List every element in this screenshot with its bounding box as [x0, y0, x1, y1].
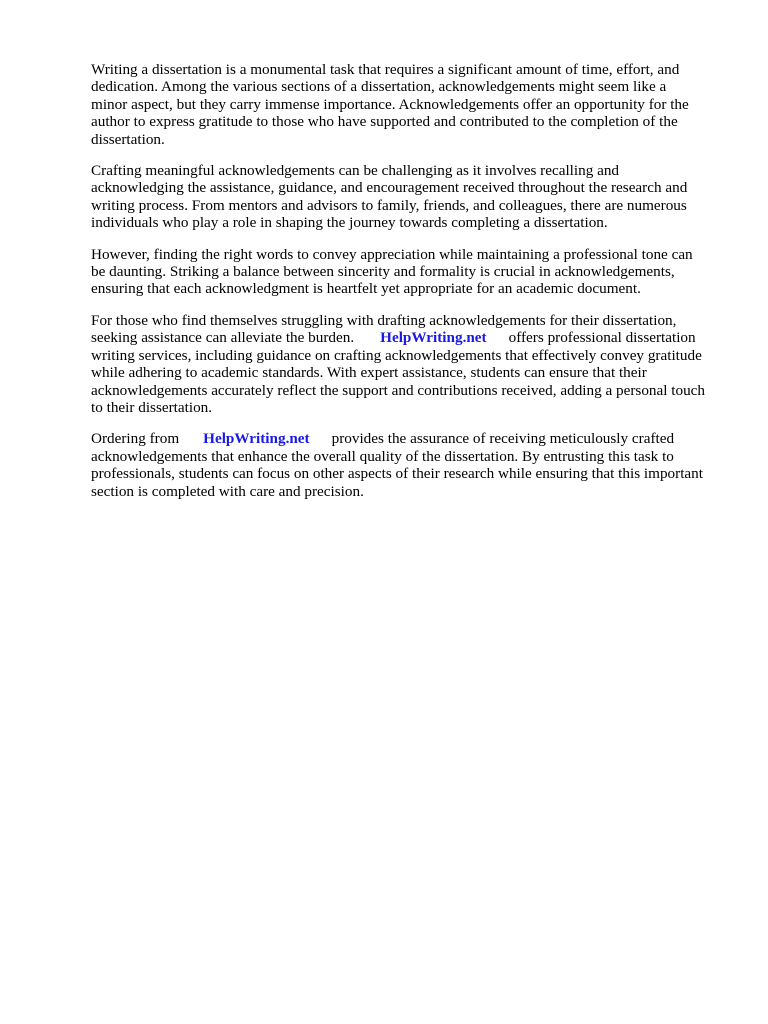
text-line: writing services, including guidance on crafting acknowledgements that effectively convey gratitude: [91, 346, 702, 364]
text-line: acknowledgements accurately reflect the support and contributions received, adding a personal touch: [91, 381, 706, 399]
text-line: while adhering to academic standards. With expert assistance, students can ensure that their: [91, 364, 647, 382]
text-line: dedication. Among the various sections of a dissertation, acknowledgements might seem like a: [91, 78, 667, 96]
text-line: writing process. From mentors and advisors to family, friends, and colleagues, there are numerous: [91, 196, 687, 214]
text-line: be daunting. Striking a balance between sincerity and formality is crucial in acknowledgements,: [91, 263, 675, 281]
text-segment: Ordering from: [91, 430, 180, 448]
text-line: ensuring that each acknowledgment is heartfelt yet appropriate for an academic document.: [91, 280, 641, 298]
text-line: section is completed with care and precision.: [91, 482, 364, 500]
text-line: For those who find themselves struggling with drafting acknowledgements for their dissertation,: [91, 311, 677, 329]
text-line: acknowledgements that enhance the overall quality of the dissertation. By entrusting this task to: [91, 447, 674, 465]
text-line: However, finding the right words to convey appreciation while maintaining a professional tone can: [91, 245, 693, 263]
text-line: acknowledging the assistance, guidance, and encouragement received throughout the research and: [91, 179, 688, 197]
text-line: dissertation.: [91, 130, 165, 148]
helpwriting-link[interactable]: HelpWriting.net: [203, 430, 310, 448]
paragraph-however: [91, 246, 731, 298]
paragraph-crafting: [91, 162, 731, 232]
text-line: individuals who play a role in shaping the journey towards completing a dissertation.: [91, 214, 608, 232]
helpwriting-link[interactable]: HelpWriting.net: [380, 329, 487, 347]
paragraph-intro: [91, 61, 731, 148]
paragraph-assistance: [91, 312, 731, 416]
text-line: author to express gratitude to those who have supported and contributed to the completion of the: [91, 113, 678, 131]
text-segment: offers professional dissertation: [508, 329, 696, 347]
text-line-with-link: [91, 430, 731, 447]
paragraph-ordering: [91, 430, 731, 500]
text-line: professionals, students can focus on other aspects of their research while ensuring that this important: [91, 465, 703, 483]
text-line: Crafting meaningful acknowledgements can be challenging as it involves recalling and: [91, 162, 620, 180]
text-line: minor aspect, but they carry immense importance. Acknowledgements offer an opportunity for the: [91, 95, 689, 113]
text-line: Writing a dissertation is a monumental task that requires a significant amount of time, effort, and: [91, 61, 680, 78]
text-segment: provides the assurance of receiving meticulously crafted: [331, 430, 675, 448]
text-segment: seeking assistance can alleviate the burden.: [91, 329, 355, 347]
text-line-with-link: [91, 329, 731, 346]
text-line: to their dissertation.: [91, 398, 213, 416]
